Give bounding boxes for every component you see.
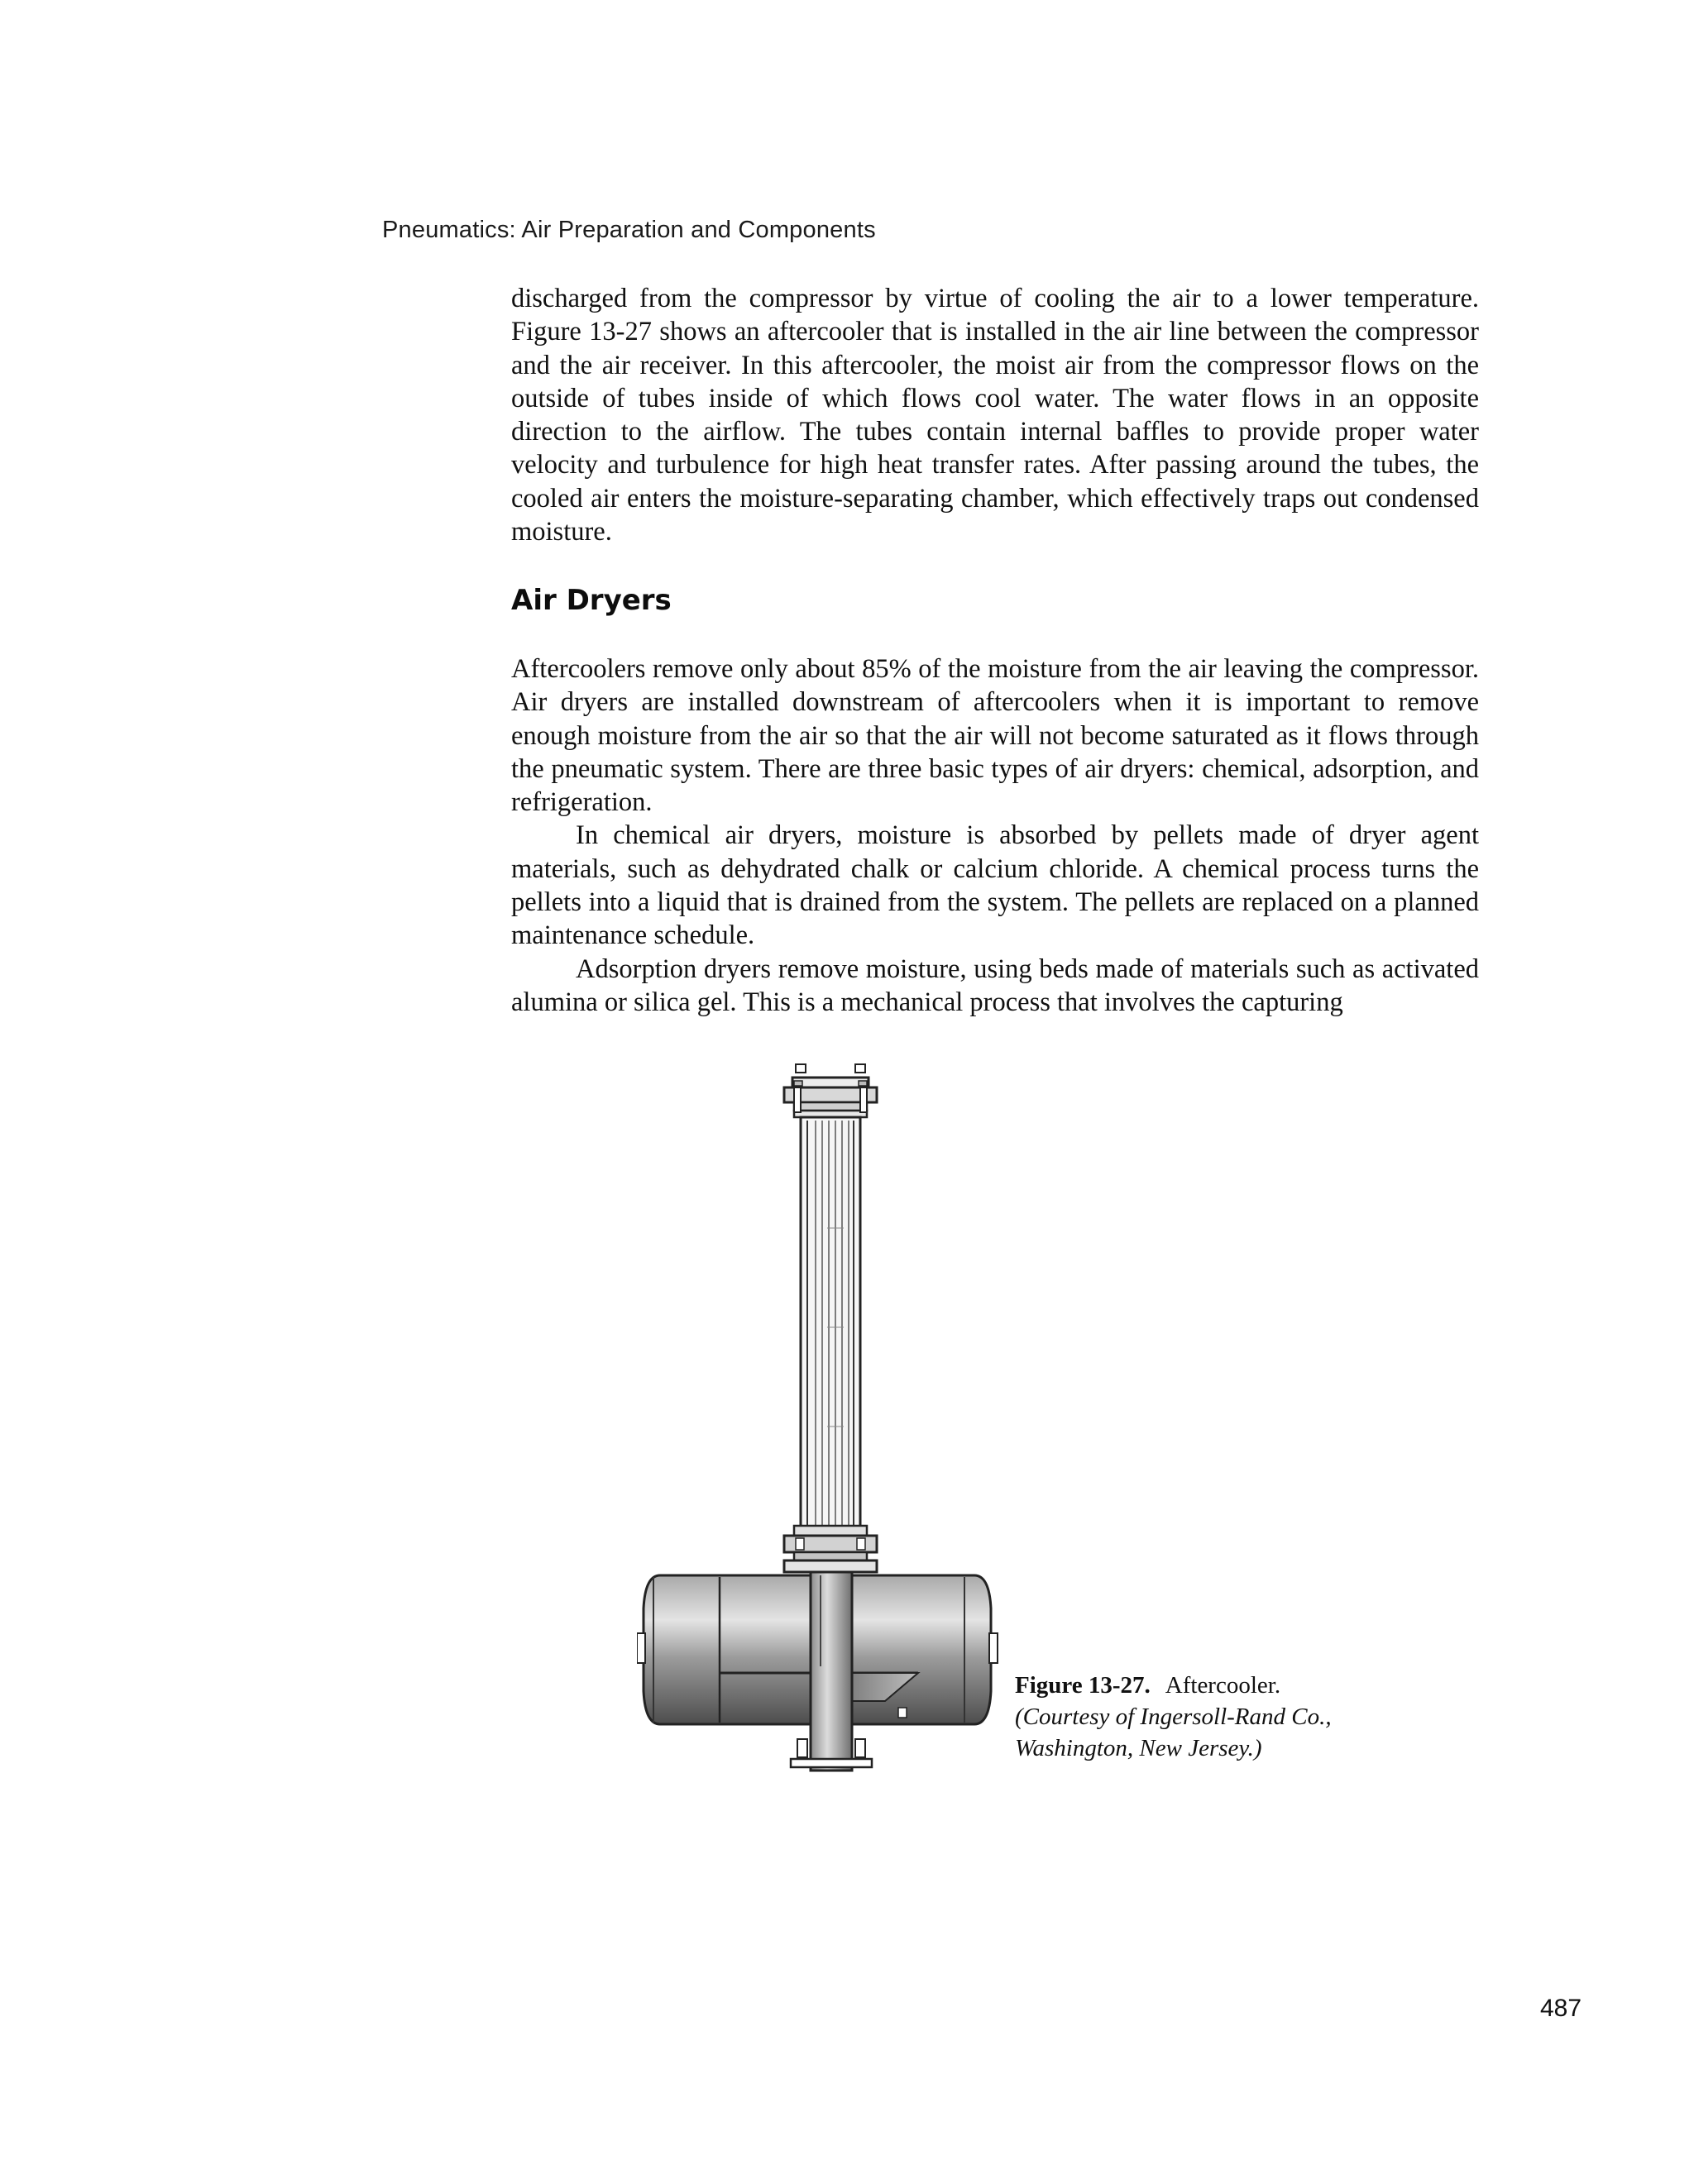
tube-bundle-shell xyxy=(801,1117,860,1556)
section-heading: Air Dryers xyxy=(511,584,672,617)
figure-credit: (Courtesy of Ingersoll-Rand Co., Washington, New Jersey.) xyxy=(1015,1704,1332,1761)
figure-title: Aftercooler. xyxy=(1165,1672,1281,1699)
paragraph: discharged from the compressor by virtue of cooling the air to a lower temperature. Figure 13-27 shows an aftercooler that is installed in the air line between the compressor and the air receiver. In this aftercooler, the moist air from the compressor flows on the outside of tubes inside of which flows cool water. The water flows in an opposite direction to the airflow. The tubes contain internal baffles to provide proper water velocity and turbulence for high heat transfer rates. After passing around the tubes, the cooled air enters the moisture-separating chamber, which effectively traps out condensed moisture. xyxy=(511,284,1479,547)
aftercooler-illustration xyxy=(637,1063,1001,1774)
paragraph: Aftercoolers remove only about 85% of the moisture from the air leaving the compressor. Air dryers are installed downstream of aftercoolers when it is important to remove enough moisture from the air so that the air will not become saturated as it flows through the pneumatic system. There are three basic types of air dryers: chemical, adsorption, and refrigeration. xyxy=(511,654,1479,818)
paragraph: In chemical air dryers, moisture is absorbed by pellets made of dryer agent materials, such as dehydrated chalk or calcium chloride. A chemical process turns the pellets into a liquid that is drained from the system. The pellets are replaced on a planned maintenance schedule. xyxy=(511,820,1479,951)
bottom-flange xyxy=(784,1526,877,1572)
running-head: Pneumatics: Air Preparation and Components xyxy=(382,217,876,243)
top-flange xyxy=(784,1064,877,1117)
paragraph: Adsorption dryers remove moisture, using beds made of materials such as activated alumina or silica gel. This is a mechanical process that involves the capturing xyxy=(511,953,1479,1017)
body-text-top xyxy=(511,282,1479,548)
body-text-air-dryers xyxy=(511,652,1479,1019)
page-number: 487 xyxy=(1540,1995,1582,2022)
figure-caption xyxy=(1015,1670,1362,1764)
figure-label: Figure 13-27. xyxy=(1015,1672,1151,1699)
